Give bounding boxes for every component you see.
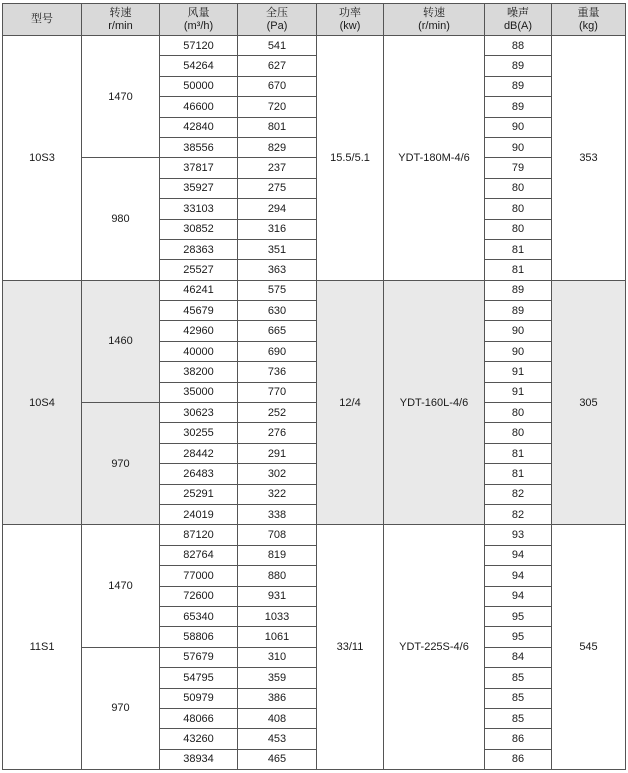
noise-cell: 80 [485,178,552,198]
noise-cell: 81 [485,239,552,259]
pressure-cell: 302 [238,464,317,484]
header-row [3,4,626,36]
airflow-cell: 26483 [160,464,238,484]
noise-cell: 81 [485,443,552,463]
airflow-cell: 65340 [160,606,238,626]
header-speed: 转速 r/min [82,4,160,36]
noise-cell: 85 [485,688,552,708]
airflow-cell: 54795 [160,668,238,688]
speed-cell: 1470 [82,36,160,158]
airflow-cell: 57120 [160,36,238,56]
noise-cell: 86 [485,749,552,769]
noise-cell: 94 [485,566,552,586]
airflow-cell: 45679 [160,301,238,321]
airflow-cell: 46600 [160,97,238,117]
noise-cell: 81 [485,464,552,484]
pressure-cell: 310 [238,647,317,667]
pressure-cell: 720 [238,97,317,117]
airflow-cell: 30852 [160,219,238,239]
table-row [3,280,626,300]
weight-cell: 353 [552,36,626,281]
table-header [3,4,626,36]
noise-cell: 88 [485,36,552,56]
airflow-cell: 42960 [160,321,238,341]
airflow-cell: 38934 [160,749,238,769]
pressure-cell: 1061 [238,627,317,647]
noise-cell: 91 [485,382,552,402]
pressure-cell: 627 [238,56,317,76]
table-row [3,158,626,178]
airflow-cell: 30623 [160,403,238,423]
noise-cell: 89 [485,280,552,300]
noise-cell: 91 [485,362,552,382]
pressure-cell: 665 [238,321,317,341]
noise-cell: 89 [485,301,552,321]
airflow-cell: 37817 [160,158,238,178]
noise-cell: 82 [485,484,552,504]
airflow-cell: 25527 [160,260,238,280]
pressure-cell: 276 [238,423,317,443]
noise-cell: 93 [485,525,552,545]
power-cell: 12/4 [317,280,384,525]
table-row [3,525,626,545]
noise-cell: 81 [485,260,552,280]
pressure-cell: 736 [238,362,317,382]
header-model: 型号 [3,4,82,36]
airflow-cell: 25291 [160,484,238,504]
noise-cell: 80 [485,199,552,219]
pressure-cell: 690 [238,341,317,361]
noise-cell: 79 [485,158,552,178]
pressure-cell: 363 [238,260,317,280]
noise-cell: 94 [485,545,552,565]
motor-cell: YDT-180M-4/6 [384,36,485,281]
pressure-cell: 275 [238,178,317,198]
airflow-cell: 24019 [160,504,238,524]
pressure-cell: 931 [238,586,317,606]
pressure-cell: 801 [238,117,317,137]
airflow-cell: 57679 [160,647,238,667]
noise-cell: 90 [485,321,552,341]
table-body [3,36,626,770]
noise-cell: 95 [485,627,552,647]
noise-cell: 90 [485,137,552,157]
header-noise: 噪声 dB(A) [485,4,552,36]
noise-cell: 85 [485,668,552,688]
table-row [3,36,626,56]
pressure-cell: 294 [238,199,317,219]
noise-cell: 95 [485,606,552,626]
fan-spec-table [2,3,626,770]
noise-cell: 90 [485,341,552,361]
power-cell: 15.5/5.1 [317,36,384,281]
header-weight: 重量 (kg) [552,4,626,36]
table-row [3,647,626,667]
pressure-cell: 386 [238,688,317,708]
airflow-cell: 30255 [160,423,238,443]
noise-cell: 80 [485,403,552,423]
speed-cell: 1470 [82,525,160,647]
pressure-cell: 453 [238,729,317,749]
airflow-cell: 40000 [160,341,238,361]
pressure-cell: 1033 [238,606,317,626]
airflow-cell: 35927 [160,178,238,198]
pressure-cell: 819 [238,545,317,565]
airflow-cell: 50000 [160,76,238,96]
noise-cell: 89 [485,97,552,117]
airflow-cell: 38200 [160,362,238,382]
pressure-cell: 252 [238,403,317,423]
airflow-cell: 77000 [160,566,238,586]
airflow-cell: 87120 [160,525,238,545]
airflow-cell: 48066 [160,708,238,728]
header-power: 功率 (kw) [317,4,384,36]
airflow-cell: 43260 [160,729,238,749]
pressure-cell: 359 [238,668,317,688]
pressure-cell: 575 [238,280,317,300]
airflow-cell: 42840 [160,117,238,137]
noise-cell: 94 [485,586,552,606]
pressure-cell: 880 [238,566,317,586]
pressure-cell: 770 [238,382,317,402]
airflow-cell: 54264 [160,56,238,76]
pressure-cell: 237 [238,158,317,178]
pressure-cell: 541 [238,36,317,56]
noise-cell: 82 [485,504,552,524]
model-cell: 10S3 [3,36,82,281]
table-row [3,403,626,423]
noise-cell: 80 [485,219,552,239]
motor-cell: YDT-160L-4/6 [384,280,485,525]
airflow-cell: 72600 [160,586,238,606]
weight-cell: 545 [552,525,626,770]
pressure-cell: 322 [238,484,317,504]
airflow-cell: 38556 [160,137,238,157]
pressure-cell: 408 [238,708,317,728]
speed-cell: 980 [82,158,160,280]
pressure-cell: 708 [238,525,317,545]
airflow-cell: 33103 [160,199,238,219]
noise-cell: 84 [485,647,552,667]
airflow-cell: 35000 [160,382,238,402]
pressure-cell: 351 [238,239,317,259]
noise-cell: 80 [485,423,552,443]
noise-cell: 89 [485,76,552,96]
airflow-cell: 46241 [160,280,238,300]
pressure-cell: 291 [238,443,317,463]
airflow-cell: 28442 [160,443,238,463]
noise-cell: 86 [485,729,552,749]
model-cell: 11S1 [3,525,82,770]
pressure-cell: 829 [238,137,317,157]
airflow-cell: 82764 [160,545,238,565]
noise-cell: 90 [485,117,552,137]
pressure-cell: 465 [238,749,317,769]
power-cell: 33/11 [317,525,384,770]
airflow-cell: 28363 [160,239,238,259]
weight-cell: 305 [552,280,626,525]
airflow-cell: 58806 [160,627,238,647]
noise-cell: 89 [485,56,552,76]
speed-cell: 1460 [82,280,160,402]
model-cell: 10S4 [3,280,82,525]
airflow-cell: 50979 [160,688,238,708]
speed-cell: 970 [82,403,160,525]
header-airflow: 风量 (m³/h) [160,4,238,36]
motor-cell: YDT-225S-4/6 [384,525,485,770]
header-pressure: 全压 (Pa) [238,4,317,36]
header-motor: 转速 (r/min) [384,4,485,36]
pressure-cell: 316 [238,219,317,239]
pressure-cell: 338 [238,504,317,524]
noise-cell: 85 [485,708,552,728]
speed-cell: 970 [82,647,160,769]
pressure-cell: 670 [238,76,317,96]
pressure-cell: 630 [238,301,317,321]
